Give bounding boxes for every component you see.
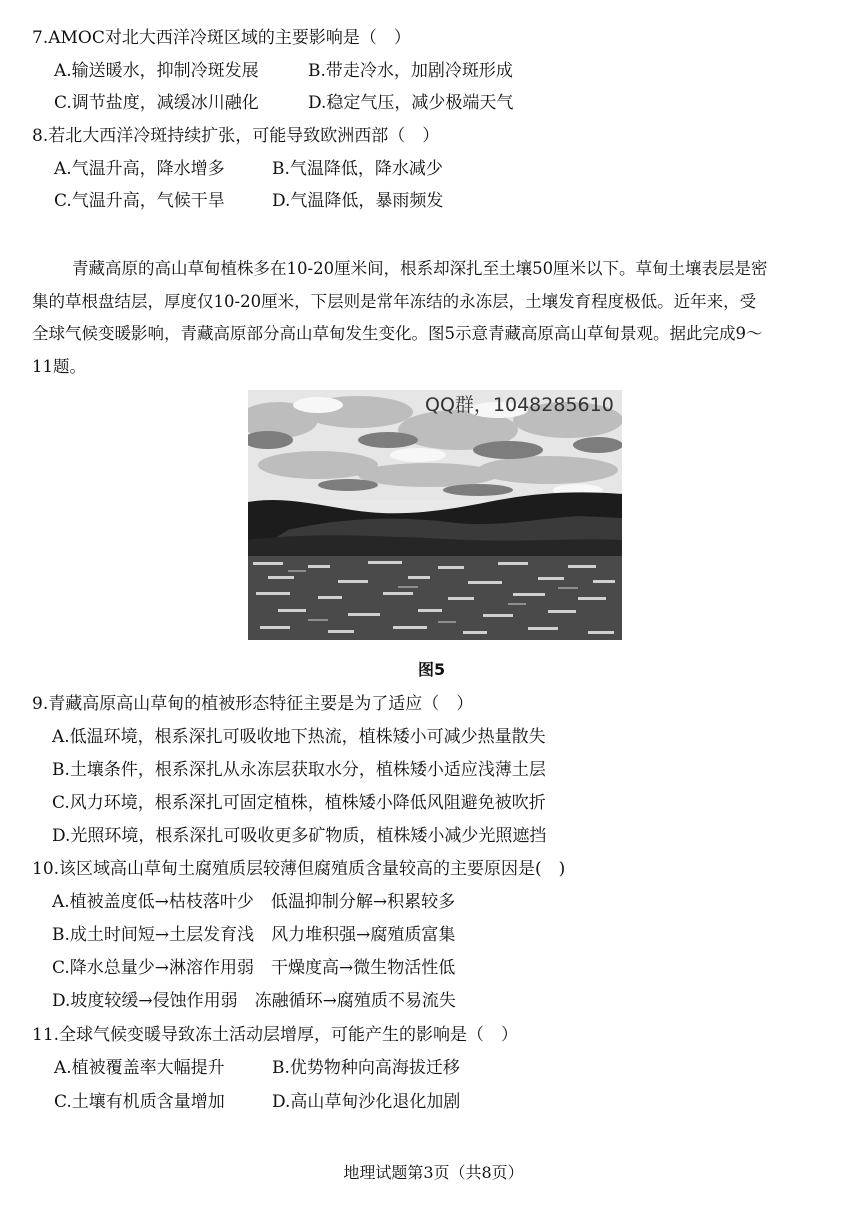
question-10-stem: 10.该区域高山草甸土腐殖质层较薄但腐殖质含量较高的主要原因是( ) [32,859,566,879]
passage-line-2: 集的草根盘结层，厚度仅10-20厘米，下层则是常年冻结的永冻层，土壤发育程度极低。近年来，受 [32,292,757,311]
passage-line-3: 全球气候变暖影响，青藏高原部分高山草甸发生变化。图5示意青藏高原高山草甸景观。据此完成9～ [32,324,763,343]
question-11-option-b: B.优势物种向高海拔迁移 [272,1058,460,1078]
question-7-option-a: A.输送暖水，抑制冷斑发展 [54,61,259,81]
question-7-stem: 7.AMOC对北大西洋冷斑区域的主要影响是（ ） [32,28,411,48]
figure-5-caption: 图5 [418,660,446,679]
page-footer: 地理试题第3页（共8页） [343,1163,524,1182]
watermark-text: QQ群，1048285610 [425,394,614,416]
question-9-option-c: C.风力环境，根系深扎可固定植株，植株矮小降低风阻避免被吹折 [52,793,546,813]
question-8-option-d: D.气温降低，暴雨频发 [272,191,444,211]
passage-line-4: 11题。 [32,357,86,376]
question-11-option-c: C.土壤有机质含量增加 [54,1092,225,1112]
question-10-option-a: A.植被盖度低→枯枝落叶少 低温抑制分解→积累较多 [52,892,456,912]
question-11-option-d: D.高山草甸沙化退化加剧 [272,1092,461,1112]
question-8-option-b: B.气温降低，降水减少 [272,159,443,179]
question-7-option-b: B.带走冷水，加剧冷斑形成 [308,61,513,81]
question-9-option-b: B.土壤条件，根系深扎从永冻层获取水分，植株矮小适应浅薄土层 [52,760,546,780]
question-7-option-c: C.调节盐度，减缓冰川融化 [54,93,259,113]
question-11-option-a: A.植被覆盖率大幅提升 [54,1058,225,1078]
passage-line-1: 青藏高原的高山草甸植株多在10-20厘米间，根系却深扎至土壤50厘米以下。草甸土壤表层是密 [72,259,768,278]
question-11-stem: 11.全球气候变暖导致冻土活动层增厚，可能产生的影响是（ ） [32,1025,519,1045]
question-7-option-d: D.稳定气压，减少极端天气 [308,93,514,113]
question-8-option-c: C.气温升高，气候干旱 [54,191,225,211]
question-10-option-d: D.坡度较缓→侵蚀作用弱 冻融循环→腐殖质不易流失 [52,991,456,1011]
figure-5-landscape-photo [248,390,622,640]
question-9-option-d: D.光照环境，根系深扎可吸收更多矿物质，植株矮小减少光照遮挡 [52,826,547,846]
question-9-option-a: A.低温环境，根系深扎可吸收地下热流，植株矮小可减少热量散失 [52,727,546,747]
meadow-landscape-image [248,390,622,640]
question-10-option-b: B.成土时间短→土层发育浅 风力堆积强→腐殖质富集 [52,925,456,945]
question-9-stem: 9.青藏高原高山草甸的植被形态特征主要是为了适应（ ） [32,694,474,714]
question-8-stem: 8.若北大西洋冷斑持续扩张，可能导致欧洲西部（ ） [32,126,440,146]
question-10-option-c: C.降水总量少→淋溶作用弱 干燥度高→微生物活性低 [52,958,456,978]
question-8-option-a: A.气温升高，降水增多 [54,159,225,179]
